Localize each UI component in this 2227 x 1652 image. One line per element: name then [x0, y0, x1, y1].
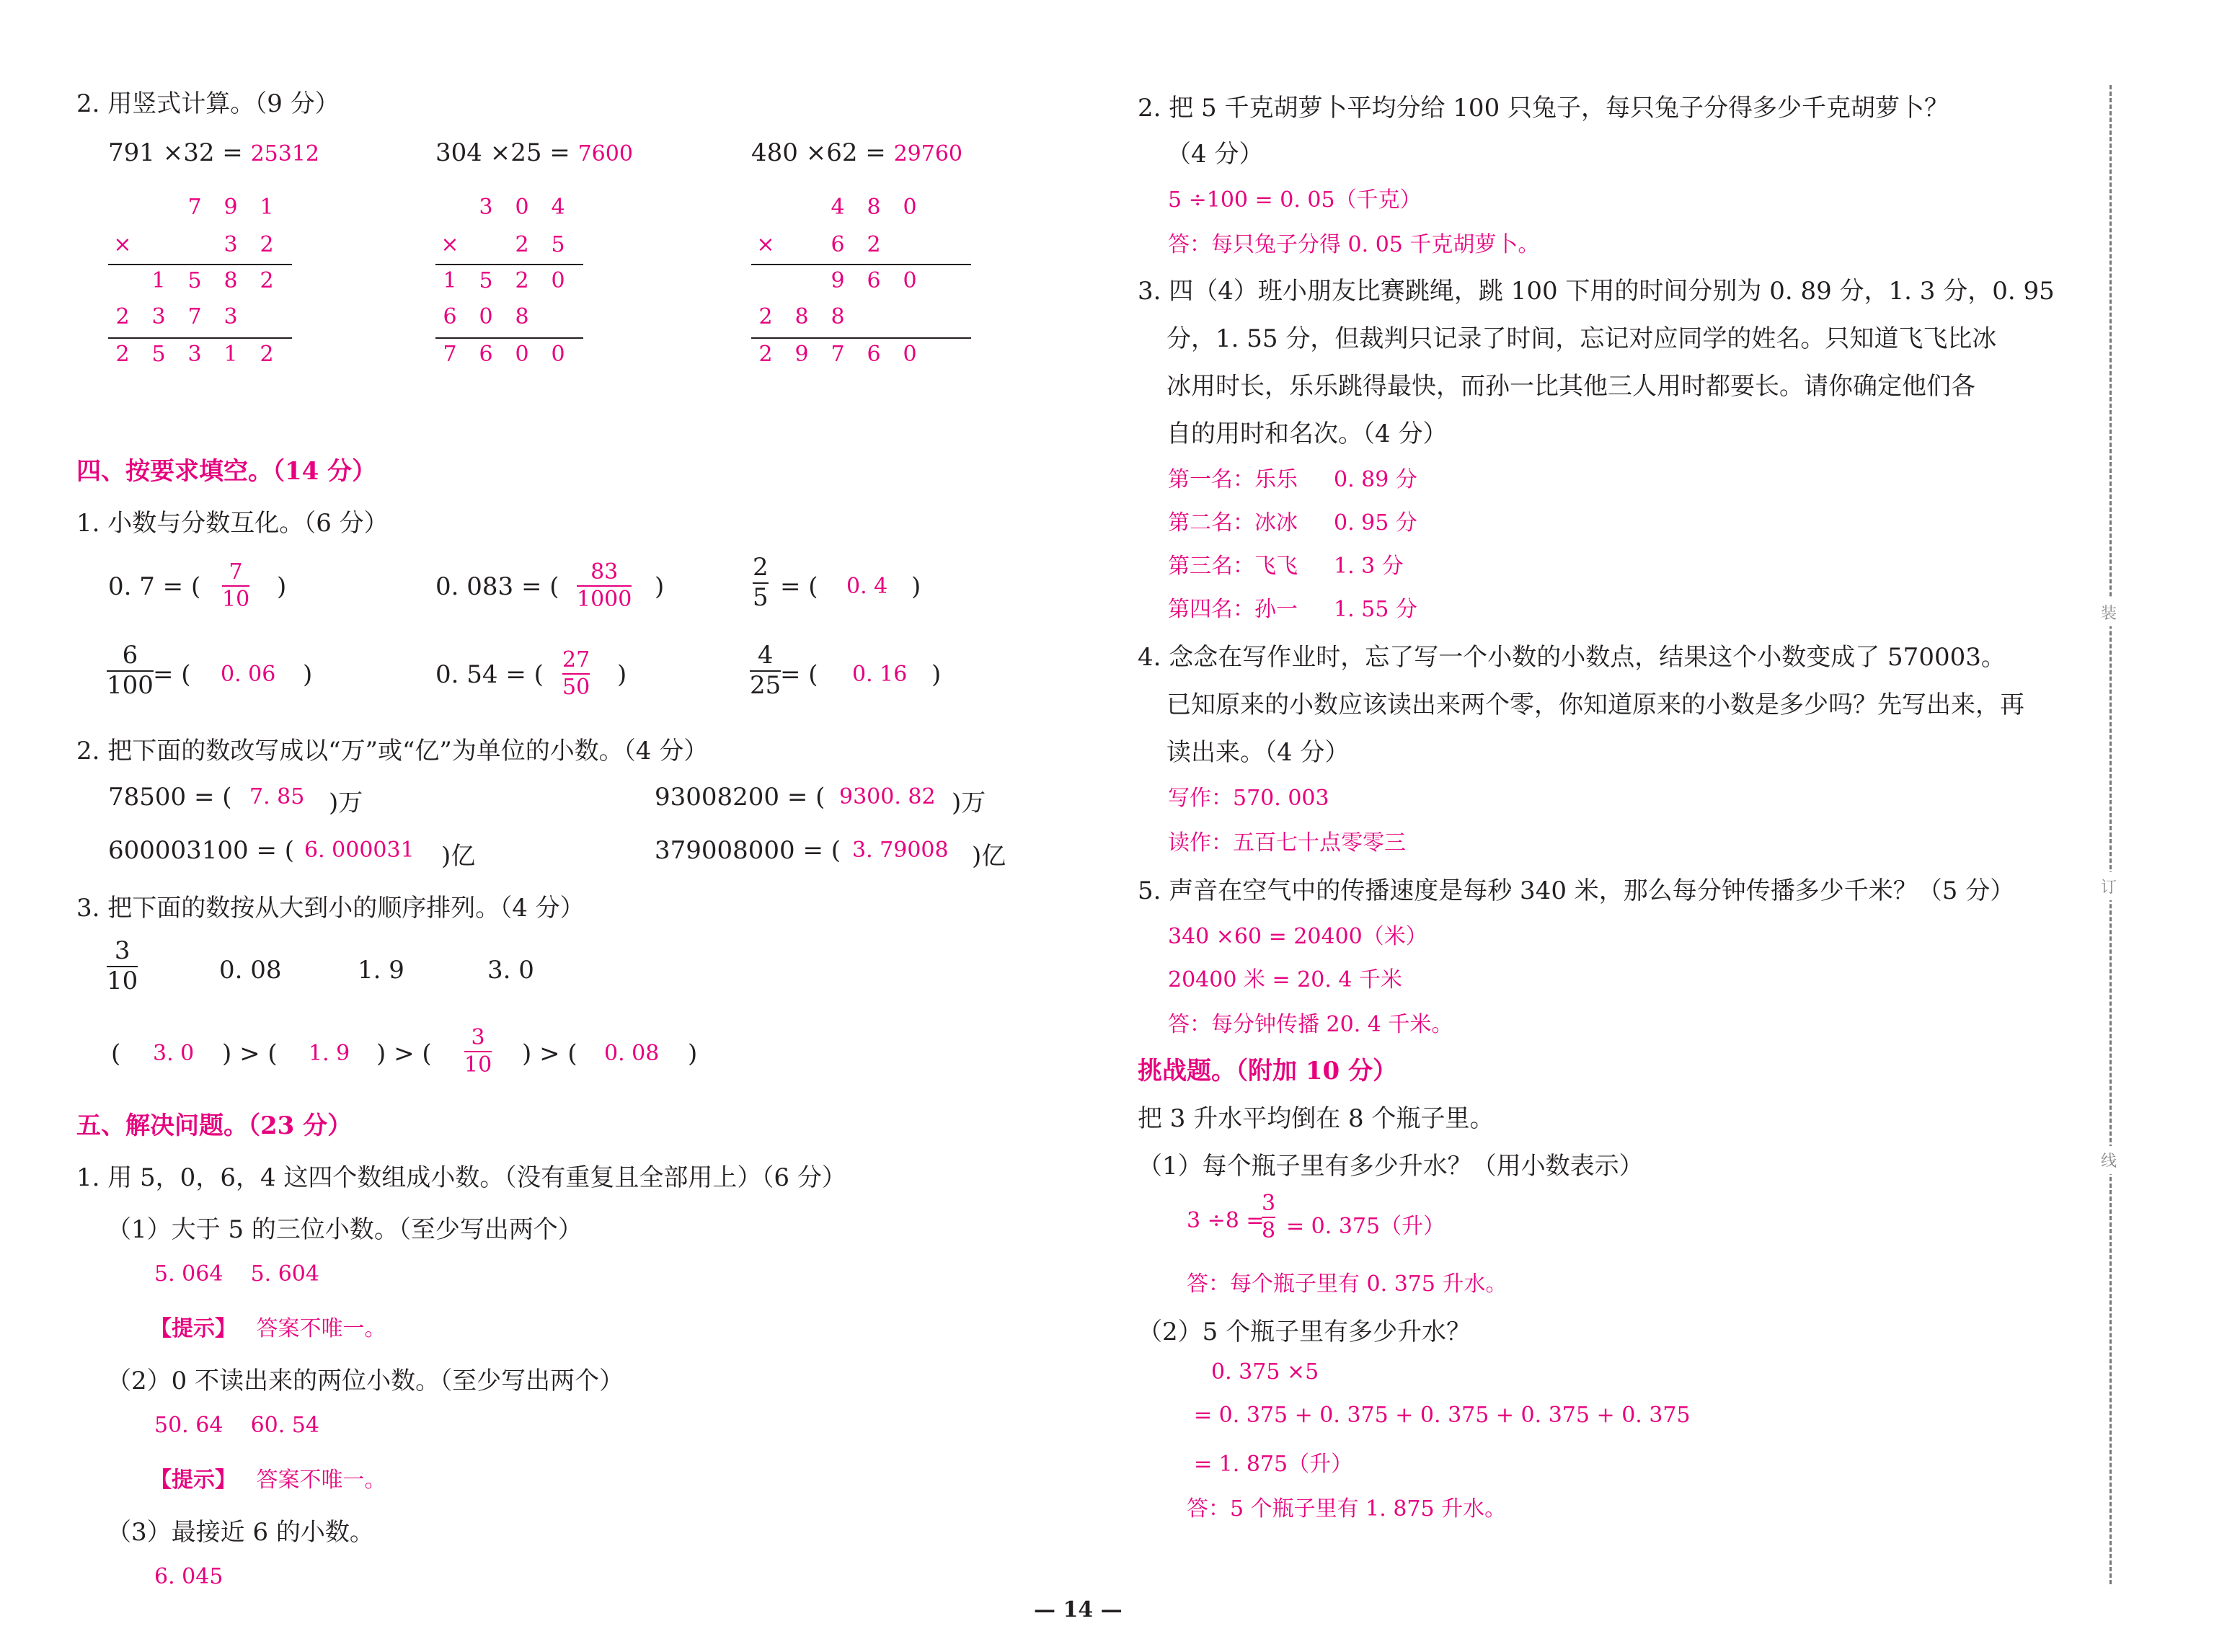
digit: 0 — [515, 342, 529, 367]
rank-place: 第三名：飞飞 — [1168, 554, 1298, 579]
s4q1-d-eq: = ( — [153, 660, 191, 689]
s4q2-d-lhs: 379008000 = ( — [655, 836, 841, 865]
r-q5-answer2: 20400 米 = 20. 4 千米 — [1168, 967, 1403, 992]
s4q3-answer-3 — [464, 1026, 492, 1076]
digit: 0 — [515, 195, 529, 220]
challenge-a1-fraction — [1262, 1192, 1275, 1242]
digit: 2 — [115, 342, 130, 367]
s4q1-c-eq: = ( — [780, 572, 818, 601]
rank-place: 第四名：孙一 — [1168, 597, 1298, 622]
rank-time: 0. 95 分 — [1334, 510, 1417, 536]
digit: 7 — [187, 304, 202, 329]
r-q2-answer2: 答：每只兔子分得 0. 05 千克胡萝卜。 — [1168, 232, 1540, 257]
vertical-calc-1 — [108, 195, 296, 382]
close-paren: ) — [617, 660, 627, 689]
s4q2-c-answer: 6. 000031 — [304, 838, 415, 863]
digit: 8 — [794, 304, 809, 329]
s4q2-title: 2. 把下面的数改写成以“万”或“亿”为单位的小数。（4 分） — [76, 737, 709, 765]
digit: 2 — [260, 268, 274, 293]
calc2-result: 7600 — [577, 141, 633, 166]
digit: 7 — [443, 342, 457, 367]
r-q3-line3: 冰用时长，乐乐跳得最快，而孙一比其他三人用时都要长。请你确定他们各 — [1166, 372, 1975, 401]
digit: 3 — [223, 304, 238, 329]
s4q1-f-answer: 0. 16 — [852, 662, 908, 687]
digit: 4 — [551, 195, 565, 220]
s4q2-a-answer: 7. 85 — [249, 784, 305, 809]
close-paren: ) — [303, 660, 313, 689]
s4q3-number: 1. 9 — [358, 956, 404, 985]
numerator: 4 — [757, 641, 774, 670]
s5q1-answer2: 50. 64 60. 54 — [154, 1413, 319, 1438]
digit: 3 — [479, 195, 493, 220]
digit: 8 — [515, 304, 529, 329]
calc-rule — [108, 337, 292, 339]
digit: 5 — [551, 232, 565, 257]
digit: 1 — [151, 268, 166, 293]
close-paren: ) — [911, 572, 921, 601]
s5q1-answer1: 5. 064 5. 604 — [154, 1261, 319, 1287]
rank-row-1 — [1168, 461, 1417, 493]
s4q2-b-unit: )万 — [952, 789, 986, 817]
digit: 3 — [151, 304, 166, 329]
calc-rule — [751, 264, 971, 265]
digit: 6 — [443, 304, 457, 329]
greater-than: ) > ( — [222, 1039, 278, 1068]
digit: 2 — [115, 304, 130, 329]
s4q3-answer-2: 1. 9 — [309, 1041, 350, 1066]
binding-line — [2109, 85, 2112, 1584]
binding-char: 订 — [2101, 872, 2117, 900]
digit: 2 — [515, 268, 529, 293]
s4q2-a-unit: )万 — [329, 789, 363, 817]
r-q4-answer1: 写作：570. 003 — [1168, 786, 1329, 811]
r-q5-answer3: 答：每分钟传播 20. 4 千米。 — [1168, 1012, 1453, 1037]
digit: 6 — [479, 342, 493, 367]
calc-rule — [751, 337, 971, 339]
r-q3-line2: 分，1. 55 分，但裁判只记录了时间，忘记对应同学的姓名。只知道飞飞比冰 — [1166, 324, 1997, 353]
hint-text: 答案不唯一。 — [256, 1316, 386, 1341]
s4q2-a-lhs: 78500 = ( — [108, 783, 232, 812]
s4q3-title: 3. 把下面的数按从大到小的顺序排列。（4 分） — [76, 894, 585, 923]
r-q5-line: 5. 声音在空气中的传播速度是每秒 340 米，那么每分钟传播多少千米？（5 分） — [1138, 876, 2015, 905]
digit: 5 — [187, 268, 202, 293]
calc1-expr-text: 791 ×32 = — [108, 138, 243, 167]
digit: 0 — [903, 342, 917, 367]
s4q3-number: 3. 0 — [487, 956, 534, 985]
rank-place: 第一名：乐乐 — [1168, 467, 1298, 492]
close-paren: ) — [688, 1039, 698, 1068]
denominator: 5 — [753, 582, 769, 612]
s4q1-e-fraction — [562, 649, 590, 698]
numerator: 27 — [562, 647, 590, 672]
digit: 3 — [223, 232, 238, 257]
digit: 0 — [903, 195, 917, 220]
s4q3-answer-4: 0. 08 — [604, 1041, 660, 1066]
calc3-expr-text: 480 ×62 = — [751, 138, 886, 167]
rank-time: 0. 89 分 — [1334, 467, 1417, 492]
s4q3-number: 0. 08 — [219, 956, 282, 985]
close-paren: ) — [655, 572, 665, 601]
digit: 1 — [223, 342, 238, 367]
digit: 9 — [831, 268, 845, 293]
close-paren: ) — [931, 660, 942, 689]
digit: 3 — [187, 342, 202, 367]
greater-than: ) > ( — [522, 1039, 577, 1068]
digit: 9 — [223, 195, 238, 220]
challenge-text: 把 3 升水平均倒在 8 个瓶子里。 — [1138, 1104, 1495, 1133]
digit: 7 — [831, 342, 845, 367]
numerator: 3 — [114, 936, 130, 965]
times-sign: × — [440, 232, 459, 257]
s4q1-b-fraction — [577, 561, 632, 610]
s4q2-c-unit: )亿 — [441, 842, 476, 871]
r-q4-line1: 4. 念念在写作业时，忘了写一个小数的小数点，结果这个小数变成了 570003。 — [1138, 643, 2006, 672]
digit: 2 — [260, 342, 274, 367]
r-q5-answer1: 340 ×60 = 20400（米） — [1168, 924, 1427, 949]
r-q4-line2: 已知原来的小数应该读出来两个零，你知道原来的小数是多少吗？先写出来，再 — [1166, 690, 2024, 719]
digit: 6 — [831, 232, 845, 257]
denominator: 50 — [562, 674, 590, 700]
rank-row-2 — [1168, 505, 1417, 536]
digit: 9 — [794, 342, 809, 367]
s4q2-d-answer: 3. 79008 — [852, 838, 949, 863]
calc1-result: 25312 — [250, 141, 320, 166]
s4q1-c-fraction — [753, 555, 769, 610]
calc2-expr — [435, 138, 633, 167]
hint-label: 【提示】 — [150, 1467, 236, 1493]
digit: 5 — [151, 342, 166, 367]
digit: 4 — [831, 195, 845, 220]
section5-title: 五、解决问题。（23 分） — [76, 1111, 353, 1140]
hint-text: 答案不唯一。 — [256, 1467, 386, 1493]
challenge-title: 挑战题。（附加 10 分） — [1138, 1057, 1397, 1085]
s5q1-part3: （3）最接近 6 的小数。 — [107, 1518, 374, 1547]
s4q1-a-lhs: 0. 7 = ( — [108, 572, 201, 601]
rank-row-4 — [1168, 591, 1417, 623]
s4q2-b-answer: 9300. 82 — [839, 784, 936, 809]
numerator: 6 — [122, 641, 138, 670]
s5q1-title: 1. 用 5，0，6，4 这四个数组成小数。（没有重复且全部用上）（6 分） — [76, 1163, 846, 1192]
binding-char: 线 — [2101, 1146, 2117, 1174]
s4q1-b-lhs: 0. 083 = ( — [435, 572, 559, 601]
digit: 6 — [867, 342, 881, 367]
digit: 8 — [223, 268, 238, 293]
denominator: 25 — [750, 670, 782, 700]
s4q3-answer-1: 3. 0 — [153, 1041, 195, 1066]
digit: 2 — [515, 232, 529, 257]
s4q1-e-lhs: 0. 54 = ( — [435, 660, 544, 689]
numerator: 7 — [229, 559, 243, 585]
numerator: 83 — [590, 559, 619, 585]
challenge-a2-line2: = 0. 375 + 0. 375 + 0. 375 + 0. 375 + 0. 375 — [1194, 1403, 1691, 1428]
denominator: 100 — [107, 670, 154, 700]
s4q1-d-fraction — [107, 643, 154, 698]
calc3-expr — [751, 138, 962, 167]
s5q1-answer3: 6. 045 — [154, 1564, 223, 1589]
challenge-part1: （1）每个瓶子里有多少升水？（用小数表示） — [1138, 1152, 1644, 1181]
rank-time: 1. 55 分 — [1334, 597, 1417, 622]
digit: 8 — [867, 195, 881, 220]
times-sign: × — [756, 232, 775, 257]
q2-title: 2. 用竖式计算。（9 分） — [76, 89, 340, 118]
digit: 2 — [260, 232, 274, 257]
s4q1-d-answer: 0. 06 — [221, 662, 276, 687]
calc3-result: 29760 — [893, 141, 963, 166]
digit: 6 — [867, 268, 881, 293]
denominator: 10 — [222, 586, 250, 612]
hint-2 — [150, 1462, 386, 1493]
s4q1-a-fraction — [222, 561, 249, 610]
hint-label: 【提示】 — [150, 1316, 236, 1341]
numerator: 3 — [1262, 1191, 1276, 1216]
vertical-calc-2 — [435, 195, 623, 382]
digit: 0 — [551, 342, 565, 367]
s4q1-f-fraction — [750, 643, 781, 698]
digit: 1 — [443, 268, 457, 293]
s4q2-c-lhs: 600003100 = ( — [108, 836, 295, 865]
hint-1 — [150, 1310, 386, 1342]
digit: 2 — [758, 342, 773, 367]
close-paren: ) — [277, 572, 287, 601]
r-q4-line3: 读出来。（4 分） — [1166, 738, 1350, 767]
digit: 2 — [867, 232, 881, 257]
challenge-part2: （2）5 个瓶子里有多少升水？ — [1138, 1318, 1471, 1346]
digit: 8 — [831, 304, 845, 329]
calc-rule — [435, 264, 583, 265]
rank-place: 第二名：冰冰 — [1168, 510, 1298, 536]
challenge-a1-post: = 0. 375（升） — [1286, 1214, 1445, 1239]
vertical-calc-3 — [751, 195, 975, 382]
calc-rule — [108, 264, 292, 265]
r-q2-line2: （4 分） — [1166, 140, 1264, 169]
page-number: — 14 — — [1034, 1597, 1123, 1622]
r-q4-answer2: 读作：五百七十点零零三 — [1168, 830, 1406, 856]
numerator: 2 — [753, 553, 769, 582]
digit: 2 — [758, 304, 773, 329]
r-q3-line1: 3. 四（4）班小朋友比赛跳绳，跳 100 下用的时间分别为 0. 89 分，1. 3 分，0. 95 — [1138, 277, 2055, 306]
digit: 0 — [903, 268, 917, 293]
binding-char: 装 — [2101, 598, 2117, 626]
section4-title: 四、按要求填空。（14 分） — [76, 457, 377, 486]
calc-rule — [435, 337, 583, 339]
s4q2-d-unit: )亿 — [972, 842, 1006, 871]
s4q3-fraction — [107, 938, 138, 994]
denominator: 10 — [107, 966, 138, 995]
digit: 5 — [479, 268, 493, 293]
r-q2-line1: 2. 把 5 千克胡萝卜平均分给 100 只兔子，每只兔子分得多少千克胡萝卜？ — [1138, 94, 1949, 123]
challenge-a2-answer: 答：5 个瓶子里有 1. 875 升水。 — [1187, 1496, 1507, 1522]
digit: 1 — [260, 195, 274, 220]
denominator: 10 — [464, 1052, 492, 1078]
s4q1-title: 1. 小数与分数互化。（6 分） — [76, 509, 389, 538]
denominator: 1000 — [577, 586, 632, 612]
challenge-a2-line1: 0. 375 ×5 — [1211, 1359, 1319, 1385]
numerator: 3 — [471, 1025, 485, 1050]
calc1-expr — [108, 138, 319, 167]
r-q3-line4: 自的用时和名次。（4 分） — [1166, 419, 1448, 448]
s4q1-c-answer: 0. 4 — [846, 574, 888, 599]
challenge-a1-answer: 答：每个瓶子里有 0. 375 升水。 — [1187, 1271, 1507, 1297]
rank-time: 1. 3 分 — [1334, 554, 1404, 579]
times-sign: × — [113, 232, 132, 257]
rank-row-3 — [1168, 548, 1404, 579]
digit: 7 — [187, 195, 202, 220]
s5q1-part2: （2）0 不读出来的两位小数。（至少写出两个） — [107, 1367, 624, 1395]
s4q2-b-lhs: 93008200 = ( — [655, 783, 825, 812]
open-paren: ( — [111, 1039, 121, 1068]
digit: 0 — [479, 304, 493, 329]
challenge-a1-pre: 3 ÷8 = — [1187, 1208, 1265, 1233]
greater-than: ) > ( — [376, 1039, 432, 1068]
s5q1-part1: （1）大于 5 的三位小数。（至少写出两个） — [107, 1215, 583, 1244]
s4q1-f-eq: = ( — [780, 660, 818, 689]
digit: 0 — [551, 268, 565, 293]
calc2-expr-text: 304 ×25 = — [435, 138, 570, 167]
challenge-a2-line3: = 1. 875（升） — [1194, 1452, 1353, 1477]
denominator: 8 — [1262, 1217, 1276, 1243]
r-q2-answer1: 5 ÷100 = 0. 05（千克） — [1168, 187, 1422, 213]
